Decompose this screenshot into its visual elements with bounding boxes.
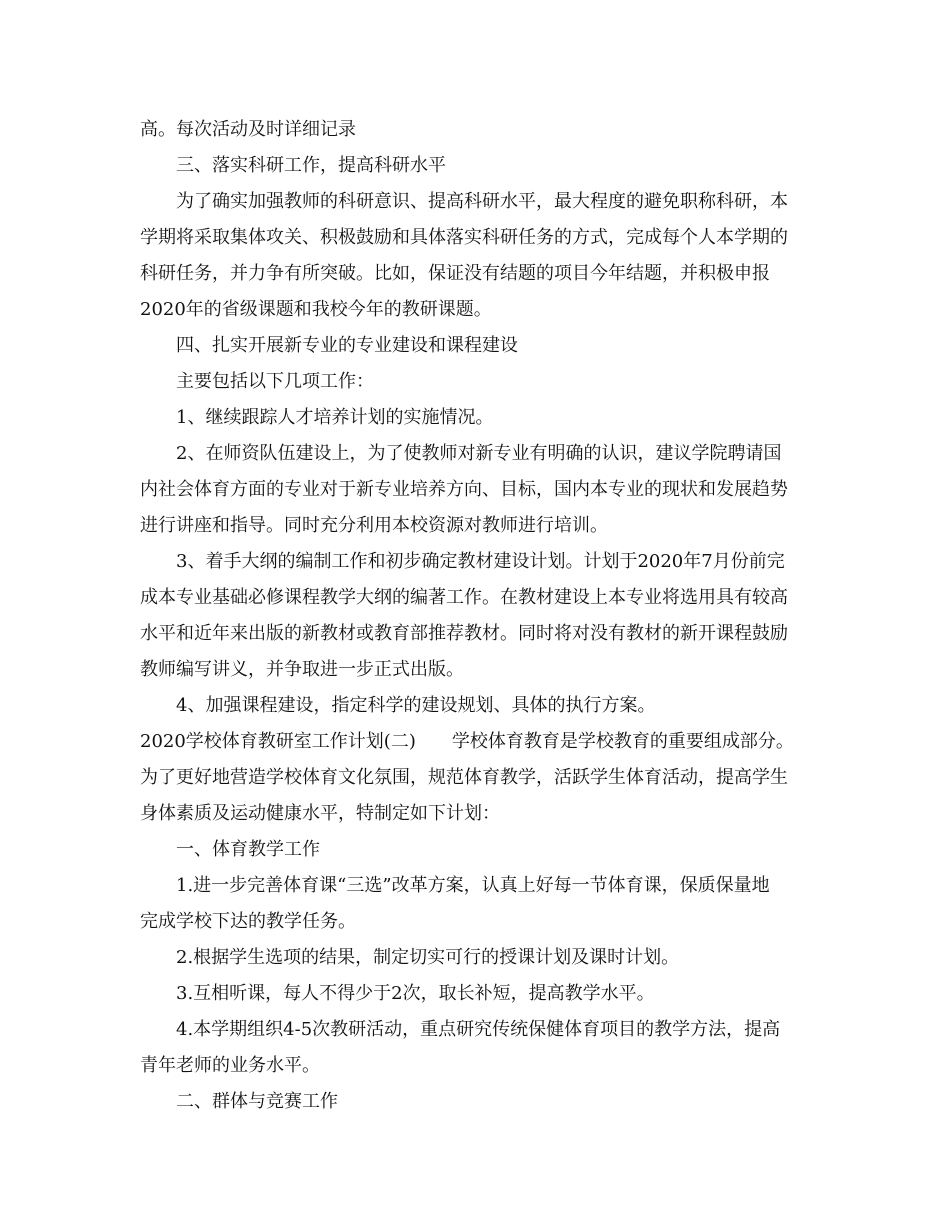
text-line: 一、体育教学工作 — [176, 839, 320, 860]
text-line: 三、落实科研工作，提高科研水平 — [176, 155, 446, 176]
text-line: 2020年的省级课题和我校今年的教研课题。 — [140, 299, 492, 320]
text-line: 内社会体育方面的专业对于新专业培养方向、目标，国内本专业的现状和发展趋势 — [140, 479, 788, 500]
text-line: 2020学校体育教研室工作计划(二) 学校体育教育是学校教育的重要组成部分。 — [140, 731, 794, 752]
text-line: 学期将采取集体攻关、积极鼓励和具体落实科研任务的方式，完成每个人本学期的 — [140, 227, 788, 248]
text-line: 主要包括以下几项工作： — [176, 371, 374, 392]
text-line: 四、扎实开展新专业的专业建设和课程建设 — [176, 335, 518, 356]
text-line: 教师编写讲义，并争取进一步正式出版。 — [140, 659, 464, 680]
text-line: 科研任务，并力争有所突破。比如，保证没有结题的项目今年结题，并积极申报 — [140, 263, 770, 284]
text-line: 为了确实加强教师的科研意识、提高科研水平，最大程度的避免职称科研，本 — [176, 191, 788, 212]
text-line: 2.根据学生选项的结果，制定切实可行的授课计划及课时计划。 — [176, 947, 680, 968]
text-line: 1.进一步完善体育课“三选”改革方案，认真上好每一节体育课，保质保量地 — [176, 875, 770, 896]
text-line: 3、着手大纲的编制工作和初步确定教材建设计划。计划于2020年7月份前完 — [176, 551, 785, 572]
text-line: 水平和近年来出版的新教材或教育部推荐教材。同时将对没有教材的新开课程鼓励 — [140, 623, 788, 644]
text-line: 成本专业基础必修课程教学大纲的编著工作。在教材建设上本专业将选用具有较高 — [140, 587, 788, 608]
text-line: 为了更好地营造学校体育文化氛围，规范体育教学，活跃学生体育活动，提高学生 — [140, 767, 788, 788]
text-line: 高。每次活动及时详细记录 — [140, 119, 356, 140]
document-page — [140, 112, 812, 1120]
text-line: 身体素质及运动健康水平，特制定如下计划： — [140, 803, 500, 824]
text-line: 4、加强课程建设，指定科学的建设规划、具体的执行方案。 — [176, 695, 656, 716]
text-line: 2、在师资队伍建设上，为了使教师对新专业有明确的认识，建议学院聘请国 — [176, 443, 782, 464]
text-line: 二、群体与竞赛工作 — [176, 1091, 338, 1112]
text-line: 进行讲座和指导。同时充分利用本校资源对教师进行培训。 — [140, 515, 608, 536]
text-line: 3.互相听课，每人不得少于2次，取长补短，提高教学水平。 — [176, 983, 655, 1004]
text-line: 完成学校下达的教学任务。 — [140, 911, 356, 932]
text-line: 1、继续跟踪人才培养计划的实施情况。 — [176, 407, 494, 428]
text-line: 4.本学期组织4-5次教研活动，重点研究传统保健体育项目的教学方法，提高 — [176, 1019, 781, 1040]
text-line: 青年老师的业务水平。 — [140, 1055, 320, 1076]
